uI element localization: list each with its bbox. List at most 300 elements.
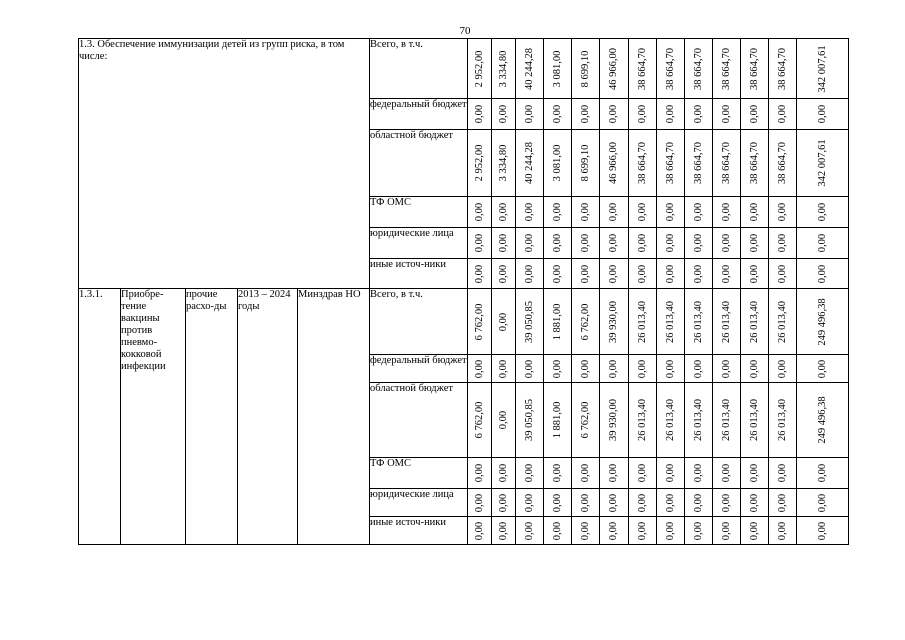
amount-cell bbox=[629, 489, 657, 517]
amount-cell bbox=[572, 517, 600, 545]
amount-cell bbox=[769, 383, 797, 458]
amount-cell bbox=[516, 197, 544, 228]
amount-cell bbox=[516, 355, 544, 383]
amount-cell bbox=[572, 39, 600, 99]
amount-value: 6 762,00 bbox=[579, 401, 591, 439]
amount-cell bbox=[544, 517, 572, 545]
amount-value: 0,00 bbox=[748, 493, 760, 512]
amount-cell bbox=[572, 130, 600, 197]
amount-cell bbox=[492, 197, 516, 228]
amount-value: 3 334,80 bbox=[497, 144, 509, 182]
funding-source: Всего, в т.ч. bbox=[370, 289, 468, 355]
amount-cell bbox=[797, 259, 849, 289]
amount-cell bbox=[468, 228, 492, 259]
amount-value: 39 930,00 bbox=[608, 300, 619, 343]
amount-value: 0,00 bbox=[497, 233, 509, 253]
amount-value: 0,00 bbox=[497, 521, 509, 540]
amount-cell bbox=[600, 228, 629, 259]
amount-cell bbox=[544, 289, 572, 355]
amount-value: 0,00 bbox=[776, 463, 788, 483]
amount-cell bbox=[769, 39, 797, 99]
amount-cell bbox=[797, 39, 849, 99]
amount-cell bbox=[741, 517, 769, 545]
amount-cell bbox=[600, 383, 629, 458]
amount-cell bbox=[769, 289, 797, 355]
amount-cell bbox=[468, 517, 492, 545]
amount-cell bbox=[685, 458, 713, 489]
amount-cell bbox=[572, 259, 600, 289]
amount-cell bbox=[797, 99, 849, 130]
amount-cell bbox=[657, 259, 685, 289]
amount-value: 0,00 bbox=[664, 264, 676, 283]
amount-value: 26 013,40 bbox=[636, 399, 648, 441]
amount-value: 0,00 bbox=[748, 233, 760, 253]
amount-value: 0,00 bbox=[636, 202, 648, 222]
amount-value: 0,00 bbox=[608, 493, 619, 512]
funding-source: ТФ ОМС bbox=[370, 197, 468, 228]
amount-cell bbox=[713, 228, 741, 259]
amount-cell bbox=[797, 517, 849, 545]
amount-value: 26 013,40 bbox=[664, 300, 676, 343]
amount-cell bbox=[713, 458, 741, 489]
amount-cell bbox=[629, 99, 657, 130]
amount-value: 0,00 bbox=[816, 521, 828, 540]
amount-cell bbox=[685, 99, 713, 130]
amount-cell bbox=[600, 489, 629, 517]
amount-value: 0,00 bbox=[551, 463, 563, 483]
amount-value: 0,00 bbox=[579, 521, 591, 540]
amount-cell bbox=[600, 130, 629, 197]
amount-value: 26 013,40 bbox=[776, 300, 788, 343]
amount-cell bbox=[600, 289, 629, 355]
amount-cell bbox=[544, 355, 572, 383]
amount-cell bbox=[657, 130, 685, 197]
amount-cell bbox=[468, 99, 492, 130]
amount-value: 0,00 bbox=[579, 359, 591, 378]
amount-value: 0,00 bbox=[497, 312, 509, 331]
amount-cell bbox=[657, 489, 685, 517]
amount-cell bbox=[516, 383, 544, 458]
amount-value: 0,00 bbox=[748, 104, 760, 124]
amount-value: 0,00 bbox=[636, 521, 648, 540]
amount-cell bbox=[685, 355, 713, 383]
amount-cell bbox=[629, 259, 657, 289]
amount-cell bbox=[769, 517, 797, 545]
amount-value: 0,00 bbox=[579, 463, 591, 483]
amount-cell bbox=[741, 355, 769, 383]
amount-value: 38 664,70 bbox=[692, 47, 704, 90]
amount-value: 0,00 bbox=[608, 359, 619, 378]
amount-value: 0,00 bbox=[748, 202, 760, 222]
amount-value: 26 013,40 bbox=[692, 300, 704, 343]
amount-value: 0,00 bbox=[551, 104, 563, 124]
amount-cell bbox=[516, 458, 544, 489]
amount-cell bbox=[468, 289, 492, 355]
amount-value: 0,00 bbox=[776, 521, 788, 540]
amount-value: 0,00 bbox=[636, 463, 648, 483]
amount-value: 0,00 bbox=[497, 264, 509, 283]
amount-value: 0,00 bbox=[636, 104, 648, 124]
amount-cell bbox=[685, 383, 713, 458]
amount-value: 0,00 bbox=[497, 104, 509, 124]
amount-cell bbox=[572, 383, 600, 458]
funding-source: федеральный бюджет bbox=[370, 99, 468, 130]
amount-value: 26 013,40 bbox=[776, 399, 788, 441]
amount-value: 0,00 bbox=[816, 233, 828, 253]
amount-cell bbox=[544, 99, 572, 130]
amount-cell bbox=[769, 458, 797, 489]
amount-cell bbox=[544, 197, 572, 228]
amount-cell bbox=[629, 517, 657, 545]
amount-cell bbox=[797, 228, 849, 259]
amount-cell bbox=[544, 39, 572, 99]
funding-source: ТФ ОМС bbox=[370, 458, 468, 489]
amount-value: 0,00 bbox=[497, 202, 509, 222]
amount-cell bbox=[741, 383, 769, 458]
amount-value: 0,00 bbox=[664, 202, 676, 222]
amount-value: 40 244,28 bbox=[523, 142, 535, 184]
funding-source: федеральный бюджет bbox=[370, 355, 468, 383]
amount-value: 1 881,00 bbox=[551, 303, 563, 340]
amount-value: 0,00 bbox=[608, 264, 619, 283]
amount-value: 0,00 bbox=[692, 202, 704, 222]
amount-cell bbox=[492, 228, 516, 259]
amount-value: 26 013,40 bbox=[720, 399, 732, 441]
amount-cell bbox=[600, 39, 629, 99]
amount-value: 8 699,10 bbox=[579, 144, 591, 182]
amount-value: 26 013,40 bbox=[636, 300, 648, 343]
amount-value: 0,00 bbox=[551, 493, 563, 512]
amount-value: 38 664,70 bbox=[720, 47, 732, 90]
amount-cell bbox=[600, 517, 629, 545]
amount-value: 0,00 bbox=[608, 233, 619, 253]
amount-cell bbox=[544, 259, 572, 289]
amount-cell bbox=[741, 289, 769, 355]
amount-value: 0,00 bbox=[473, 359, 485, 378]
amount-cell bbox=[713, 99, 741, 130]
amount-value: 0,00 bbox=[748, 463, 760, 483]
amount-cell bbox=[516, 289, 544, 355]
amount-value: 26 013,40 bbox=[748, 300, 760, 343]
amount-cell bbox=[685, 517, 713, 545]
amount-cell bbox=[516, 39, 544, 99]
amount-value: 0,00 bbox=[497, 410, 509, 430]
amount-cell bbox=[572, 228, 600, 259]
amount-cell bbox=[600, 355, 629, 383]
funding-source: иные источ-ники bbox=[370, 517, 468, 545]
amount-value: 0,00 bbox=[720, 359, 732, 378]
amount-cell bbox=[572, 197, 600, 228]
amount-value: 6 762,00 bbox=[579, 303, 591, 340]
amount-value: 39 930,00 bbox=[608, 399, 619, 441]
amount-value: 0,00 bbox=[636, 233, 648, 253]
amount-value: 26 013,40 bbox=[664, 399, 676, 441]
amount-value: 0,00 bbox=[579, 493, 591, 512]
amount-value: 0,00 bbox=[776, 493, 788, 512]
amount-cell bbox=[797, 383, 849, 458]
amount-value: 249 496,38 bbox=[816, 396, 828, 444]
amount-value: 0,00 bbox=[720, 463, 732, 483]
amount-value: 0,00 bbox=[473, 493, 485, 512]
amount-cell bbox=[741, 489, 769, 517]
amount-value: 39 050,85 bbox=[523, 399, 535, 441]
amount-value: 0,00 bbox=[523, 521, 535, 540]
amount-cell bbox=[657, 458, 685, 489]
amount-cell bbox=[468, 130, 492, 197]
amount-cell bbox=[657, 99, 685, 130]
amount-cell bbox=[713, 489, 741, 517]
amount-value: 8 699,10 bbox=[579, 50, 591, 87]
amount-value: 46 966,00 bbox=[608, 47, 619, 90]
amount-value: 0,00 bbox=[776, 233, 788, 253]
amount-cell bbox=[657, 355, 685, 383]
amount-value: 3 081,00 bbox=[551, 50, 563, 87]
amount-cell bbox=[797, 130, 849, 197]
amount-value: 0,00 bbox=[497, 493, 509, 512]
amount-cell bbox=[741, 259, 769, 289]
amount-cell bbox=[657, 228, 685, 259]
amount-value: 342 007,61 bbox=[816, 139, 828, 187]
amount-value: 38 664,70 bbox=[636, 142, 648, 184]
amount-cell bbox=[657, 39, 685, 99]
amount-cell bbox=[544, 228, 572, 259]
amount-value: 26 013,40 bbox=[748, 399, 760, 441]
amount-cell bbox=[468, 355, 492, 383]
amount-cell bbox=[685, 39, 713, 99]
amount-cell bbox=[685, 228, 713, 259]
amount-value: 0,00 bbox=[664, 463, 676, 483]
amount-cell bbox=[468, 197, 492, 228]
amount-value: 0,00 bbox=[816, 202, 828, 222]
funding-source: иные источ-ники bbox=[370, 259, 468, 289]
expense-type: прочие расхо-ды bbox=[186, 289, 238, 545]
amount-value: 0,00 bbox=[608, 521, 619, 540]
amount-cell bbox=[657, 383, 685, 458]
amount-value: 2 952,00 bbox=[473, 50, 485, 87]
amount-value: 0,00 bbox=[523, 359, 535, 378]
amount-cell bbox=[544, 383, 572, 458]
amount-value: 0,00 bbox=[720, 493, 732, 512]
amount-cell bbox=[769, 259, 797, 289]
amount-value: 0,00 bbox=[664, 359, 676, 378]
amount-cell bbox=[769, 228, 797, 259]
amount-value: 40 244,28 bbox=[523, 47, 535, 90]
amount-cell bbox=[713, 259, 741, 289]
funding-source: областной бюджет bbox=[370, 383, 468, 458]
amount-cell bbox=[629, 383, 657, 458]
amount-value: 0,00 bbox=[551, 264, 563, 283]
item-row bbox=[79, 289, 849, 355]
period: 2013 – 2024 годы bbox=[238, 289, 298, 545]
amount-value: 0,00 bbox=[692, 359, 704, 378]
amount-value: 0,00 bbox=[608, 463, 619, 483]
amount-cell bbox=[797, 355, 849, 383]
amount-value: 38 664,70 bbox=[664, 47, 676, 90]
amount-cell bbox=[741, 228, 769, 259]
amount-value: 0,00 bbox=[720, 264, 732, 283]
amount-value: 38 664,70 bbox=[636, 47, 648, 90]
amount-cell bbox=[797, 489, 849, 517]
amount-cell bbox=[741, 197, 769, 228]
amount-cell bbox=[685, 197, 713, 228]
amount-cell bbox=[516, 130, 544, 197]
amount-value: 0,00 bbox=[473, 521, 485, 540]
amount-value: 0,00 bbox=[473, 264, 485, 283]
amount-cell bbox=[741, 130, 769, 197]
amount-value: 0,00 bbox=[608, 104, 619, 124]
amount-value: 0,00 bbox=[816, 264, 828, 283]
amount-value: 0,00 bbox=[692, 104, 704, 124]
amount-value: 0,00 bbox=[636, 359, 648, 378]
amount-value: 38 664,70 bbox=[748, 47, 760, 90]
amount-cell bbox=[797, 289, 849, 355]
amount-cell bbox=[713, 39, 741, 99]
amount-cell bbox=[713, 130, 741, 197]
amount-cell bbox=[492, 489, 516, 517]
amount-cell bbox=[629, 289, 657, 355]
amount-value: 0,00 bbox=[692, 463, 704, 483]
amount-cell bbox=[516, 489, 544, 517]
amount-cell bbox=[492, 517, 516, 545]
amount-value: 0,00 bbox=[692, 264, 704, 283]
amount-cell bbox=[600, 458, 629, 489]
budget-table bbox=[78, 38, 849, 545]
amount-value: 0,00 bbox=[523, 104, 535, 124]
amount-cell bbox=[741, 458, 769, 489]
amount-value: 1 881,00 bbox=[551, 401, 563, 439]
amount-value: 0,00 bbox=[720, 202, 732, 222]
amount-value: 0,00 bbox=[664, 521, 676, 540]
amount-cell bbox=[492, 289, 516, 355]
amount-cell bbox=[600, 259, 629, 289]
amount-value: 0,00 bbox=[523, 463, 535, 483]
amount-value: 0,00 bbox=[551, 202, 563, 222]
amount-cell bbox=[713, 289, 741, 355]
amount-cell bbox=[629, 355, 657, 383]
amount-value: 0,00 bbox=[523, 264, 535, 283]
amount-cell bbox=[492, 130, 516, 197]
amount-value: 26 013,40 bbox=[692, 399, 704, 441]
amount-value: 0,00 bbox=[816, 104, 828, 124]
amount-value: 0,00 bbox=[748, 359, 760, 378]
amount-value: 38 664,70 bbox=[664, 142, 676, 184]
amount-cell bbox=[769, 99, 797, 130]
amount-cell bbox=[572, 289, 600, 355]
amount-value: 0,00 bbox=[816, 359, 828, 378]
funding-source: областной бюджет bbox=[370, 130, 468, 197]
amount-value: 0,00 bbox=[523, 233, 535, 253]
item-name: Приобре-тение вакцины против пневмо-кокковой инфекции bbox=[121, 289, 186, 545]
amount-value: 38 664,70 bbox=[720, 142, 732, 184]
amount-value: 0,00 bbox=[497, 359, 509, 378]
amount-value: 38 664,70 bbox=[776, 47, 788, 90]
amount-cell bbox=[657, 289, 685, 355]
amount-value: 0,00 bbox=[579, 233, 591, 253]
section-row bbox=[79, 39, 849, 99]
amount-cell bbox=[769, 130, 797, 197]
amount-value: 0,00 bbox=[664, 493, 676, 512]
amount-cell bbox=[572, 99, 600, 130]
amount-cell bbox=[629, 197, 657, 228]
amount-value: 0,00 bbox=[579, 264, 591, 283]
amount-cell bbox=[657, 517, 685, 545]
amount-value: 0,00 bbox=[473, 202, 485, 222]
amount-cell bbox=[572, 489, 600, 517]
amount-value: 0,00 bbox=[720, 233, 732, 253]
amount-cell bbox=[769, 489, 797, 517]
amount-value: 0,00 bbox=[473, 463, 485, 483]
amount-value: 0,00 bbox=[636, 493, 648, 512]
amount-value: 3 334,80 bbox=[497, 50, 509, 87]
amount-value: 0,00 bbox=[664, 104, 676, 124]
amount-value: 342 007,61 bbox=[816, 44, 828, 93]
amount-value: 38 664,70 bbox=[776, 142, 788, 184]
amount-value: 38 664,70 bbox=[748, 142, 760, 184]
amount-cell bbox=[685, 259, 713, 289]
amount-cell bbox=[492, 259, 516, 289]
amount-cell bbox=[769, 355, 797, 383]
amount-value: 0,00 bbox=[776, 359, 788, 378]
amount-cell bbox=[797, 458, 849, 489]
amount-value: 0,00 bbox=[523, 202, 535, 222]
amount-cell bbox=[468, 39, 492, 99]
amount-cell bbox=[544, 458, 572, 489]
amount-value: 0,00 bbox=[816, 493, 828, 512]
amount-cell bbox=[657, 197, 685, 228]
amount-value: 0,00 bbox=[776, 264, 788, 283]
amount-cell bbox=[629, 130, 657, 197]
amount-cell bbox=[600, 99, 629, 130]
executor: Минздрав НО bbox=[298, 289, 370, 545]
amount-value: 0,00 bbox=[748, 521, 760, 540]
amount-cell bbox=[629, 228, 657, 259]
amount-value: 0,00 bbox=[664, 233, 676, 253]
section-title: 1.3. Обеспечение иммунизации детей из групп риска, в том числе: bbox=[79, 39, 370, 289]
amount-cell bbox=[468, 489, 492, 517]
amount-value: 0,00 bbox=[551, 359, 563, 378]
amount-value: 3 081,00 bbox=[551, 144, 563, 182]
amount-value: 2 952,00 bbox=[473, 144, 485, 182]
amount-cell bbox=[492, 355, 516, 383]
amount-cell bbox=[629, 458, 657, 489]
amount-cell bbox=[629, 39, 657, 99]
page-number: 70 bbox=[459, 25, 471, 37]
amount-cell bbox=[516, 517, 544, 545]
amount-value: 249 496,38 bbox=[816, 297, 828, 346]
amount-cell bbox=[544, 489, 572, 517]
amount-value: 0,00 bbox=[473, 233, 485, 253]
amount-value: 0,00 bbox=[579, 202, 591, 222]
amount-cell bbox=[468, 259, 492, 289]
amount-value: 39 050,85 bbox=[523, 300, 535, 343]
amount-cell bbox=[516, 99, 544, 130]
amount-value: 0,00 bbox=[816, 463, 828, 483]
amount-cell bbox=[572, 355, 600, 383]
amount-cell bbox=[492, 99, 516, 130]
amount-value: 0,00 bbox=[692, 233, 704, 253]
amount-cell bbox=[468, 383, 492, 458]
amount-value: 6 762,00 bbox=[473, 303, 485, 340]
amount-cell bbox=[492, 39, 516, 99]
amount-value: 0,00 bbox=[636, 264, 648, 283]
amount-value: 0,00 bbox=[720, 104, 732, 124]
amount-cell bbox=[741, 39, 769, 99]
amount-cell bbox=[741, 99, 769, 130]
amount-cell bbox=[492, 458, 516, 489]
amount-cell bbox=[468, 458, 492, 489]
amount-value: 0,00 bbox=[692, 493, 704, 512]
funding-source: юридические лица bbox=[370, 489, 468, 517]
